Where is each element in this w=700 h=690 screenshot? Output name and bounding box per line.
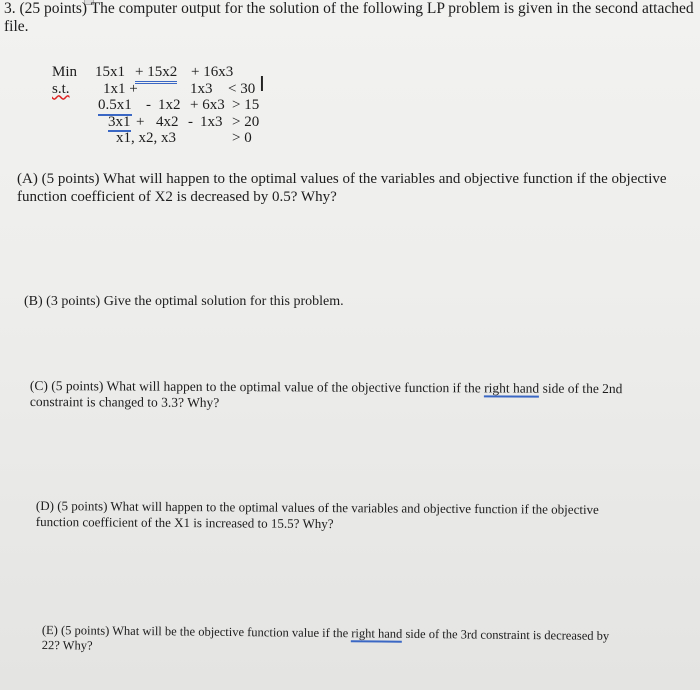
question-d-line-2: function coefficient of the X1 is increased to 15.5? Why? bbox=[35, 513, 334, 531]
c3-term-2: 4x2 bbox=[156, 113, 179, 130]
text-cursor-icon: I bbox=[259, 72, 265, 96]
question-b-line-1: (B) (3 points) Give the optimal solution for this problem. bbox=[24, 294, 344, 309]
header-line-1: 3. (25 points) The computer output for the solution of the following LP problem is given in the second attached bbox=[4, 0, 694, 17]
question-e-line-2: 22? Why? bbox=[41, 637, 93, 653]
problem-header bbox=[4, 0, 694, 36]
header-line-2: file. bbox=[4, 18, 29, 35]
c2-term-2: 1x2 bbox=[158, 97, 181, 113]
question-a bbox=[17, 170, 697, 206]
c1-term-1: 1x1 + bbox=[103, 80, 138, 97]
c2-term-1: 0.5x1 bbox=[98, 97, 132, 116]
c1-rhs: < 30 bbox=[228, 80, 256, 97]
c2-op-1: - bbox=[146, 97, 151, 113]
question-c-post: side of the 2nd bbox=[539, 380, 623, 397]
question-c-line-2: constraint is changed to 3.3? Why? bbox=[29, 393, 220, 410]
c4-rhs: > 0 bbox=[232, 130, 252, 146]
question-a-line-2: function coefficient of X2 is decreased by 0.5? Why? bbox=[17, 189, 337, 205]
c2-rhs: > 15 bbox=[232, 97, 260, 113]
objective-term-2: + 15x2 bbox=[135, 64, 177, 84]
min-label: Min bbox=[52, 64, 78, 80]
c2-term-3: + 6x3 bbox=[190, 97, 225, 113]
c3-op-2: - bbox=[188, 113, 193, 130]
question-b bbox=[24, 293, 700, 310]
question-e-post: side of the 3rd constraint is decreased by bbox=[402, 626, 610, 643]
objective-term-3: + 16x3 bbox=[191, 64, 234, 80]
st-label: s.t. bbox=[52, 80, 70, 97]
question-c-pre: (C) (5 points) What will happen to the optimal value of the objective function if the bbox=[29, 378, 485, 396]
question-e-underlined: right hand bbox=[351, 626, 403, 641]
c3-term-1: 3x1 bbox=[108, 114, 131, 133]
c4-vars: x1, x2, x3 bbox=[116, 130, 176, 146]
question-e-pre: (E) (5 points) What will be the objective function value if the bbox=[41, 623, 352, 641]
objective-term-1: 15x1 bbox=[95, 64, 125, 80]
c3-rhs: > 20 bbox=[232, 113, 260, 130]
c3-term-3: 1x3 bbox=[200, 113, 223, 130]
question-c-underlined: right hand bbox=[484, 380, 540, 396]
c3-op-1: + bbox=[136, 113, 145, 130]
question-d-line-1: (D) (5 points) What will happen to the optimal values of the variables and objective function if the objective bbox=[35, 498, 599, 517]
question-d bbox=[36, 498, 700, 534]
question-e bbox=[42, 623, 700, 660]
question-a-line-1: (A) (5 points) What will happen to the optimal values of the variables and objective function if the objective bbox=[17, 171, 667, 187]
c1-term-2: 1x3 bbox=[190, 80, 213, 97]
question-c bbox=[30, 378, 700, 414]
